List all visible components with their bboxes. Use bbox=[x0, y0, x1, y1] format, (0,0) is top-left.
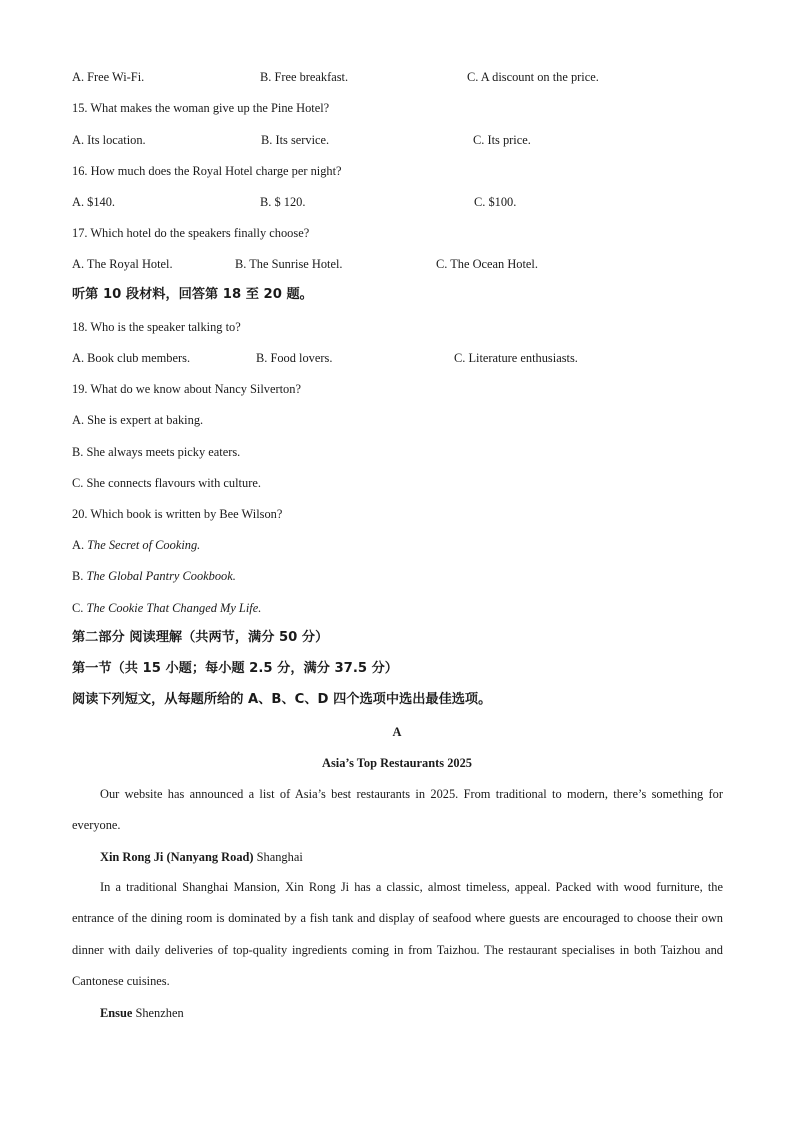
q18-option-c: C. Literature enthusiasts. bbox=[454, 351, 578, 365]
restaurant-1-description-text: In a traditional Shanghai Mansion, Xin Rong Ji has a classic, almost timeless, appeal. Packed with wood furniture, the entrance of the dining room is dominated by a fish tank and display of seafood where guests are encouraged to choose their own dinner with daily deliveries of top-quality ingredients coming in from Taizhou. The restaurant specialises in both Taizhou and Cantonese cuisines. bbox=[72, 880, 723, 988]
q20-option-c-title: The Cookie That Changed My Life. bbox=[86, 601, 262, 615]
restaurant-1-description bbox=[72, 872, 723, 997]
restaurant-2-city: Shenzhen bbox=[132, 1006, 184, 1020]
q18-option-b: B. Food lovers. bbox=[256, 351, 333, 365]
q20-option-c bbox=[72, 600, 261, 616]
q15-option-a: A. Its location. bbox=[72, 133, 146, 147]
q16-option-b: B. $ 120. bbox=[260, 195, 306, 209]
q20-option-b bbox=[72, 568, 236, 584]
passage-letter: A bbox=[392, 725, 402, 739]
part-2-heading: 第二部分 阅读理解（共两节，满分 50 分） bbox=[72, 630, 329, 645]
q17-stem: 17. Which hotel do the speakers finally choose? bbox=[72, 226, 310, 240]
q20-option-b-prefix: B. bbox=[72, 569, 87, 583]
reading-instruction: 阅读下列短文，从每题所给的 A、B、C、D 四个选项中选出最佳选项。 bbox=[72, 692, 492, 707]
passage-title: Asia’s Top Restaurants 2025 bbox=[322, 756, 472, 770]
q19-option-a: A. She is expert at baking. bbox=[72, 413, 204, 427]
q15-stem: 15. What makes the woman give up the Pine Hotel? bbox=[72, 101, 330, 115]
section-1-heading: 第一节（共 15 小题；每小题 2.5 分，满分 37.5 分） bbox=[72, 661, 398, 676]
restaurant-2-name: Ensue bbox=[100, 1006, 133, 1020]
section-10-heading: 听第 10 段材料，回答第 18 至 20 题。 bbox=[72, 287, 313, 302]
q20-option-b-title: The Global Pantry Cookbook. bbox=[86, 569, 236, 583]
q16-stem: 16. How much does the Royal Hotel charge per night? bbox=[72, 164, 342, 178]
q19-stem: 19. What do we know about Nancy Silverton? bbox=[72, 382, 301, 396]
restaurant-1-city: Shanghai bbox=[253, 850, 303, 864]
passage-intro bbox=[72, 779, 723, 842]
q14-option-b: B. Free breakfast. bbox=[260, 70, 349, 84]
q18-stem: 18. Who is the speaker talking to? bbox=[72, 320, 241, 334]
q14-option-a: A. Free Wi-Fi. bbox=[72, 70, 145, 84]
q20-option-a-prefix: A. bbox=[72, 538, 88, 552]
q17-option-c: C. The Ocean Hotel. bbox=[436, 257, 538, 271]
restaurant-1-name: Xin Rong Ji (Nanyang Road) bbox=[100, 850, 254, 864]
q19-option-c: C. She connects flavours with culture. bbox=[72, 476, 261, 490]
q14-option-c: C. A discount on the price. bbox=[467, 70, 599, 84]
passage-intro-text: Our website has announced a list of Asia’s best restaurants in 2025. From traditional to modern, there’s something for everyone. bbox=[72, 787, 723, 833]
q20-option-c-prefix: C. bbox=[72, 601, 87, 615]
q16-option-a: A. $140. bbox=[72, 195, 116, 209]
q15-option-b: B. Its service. bbox=[261, 133, 330, 147]
q19-option-b: B. She always meets picky eaters. bbox=[72, 445, 241, 459]
q20-stem: 20. Which book is written by Bee Wilson? bbox=[72, 507, 283, 521]
q20-option-a bbox=[72, 537, 200, 553]
q18-option-a: A. Book club members. bbox=[72, 351, 191, 365]
q16-option-c: C. $100. bbox=[474, 195, 517, 209]
restaurant-2-heading bbox=[100, 1005, 184, 1021]
q15-option-c: C. Its price. bbox=[473, 133, 531, 147]
q20-option-a-title: The Secret of Cooking. bbox=[87, 538, 201, 552]
q17-option-a: A. The Royal Hotel. bbox=[72, 257, 173, 271]
q17-option-b: B. The Sunrise Hotel. bbox=[235, 257, 343, 271]
restaurant-1-heading bbox=[100, 849, 303, 865]
